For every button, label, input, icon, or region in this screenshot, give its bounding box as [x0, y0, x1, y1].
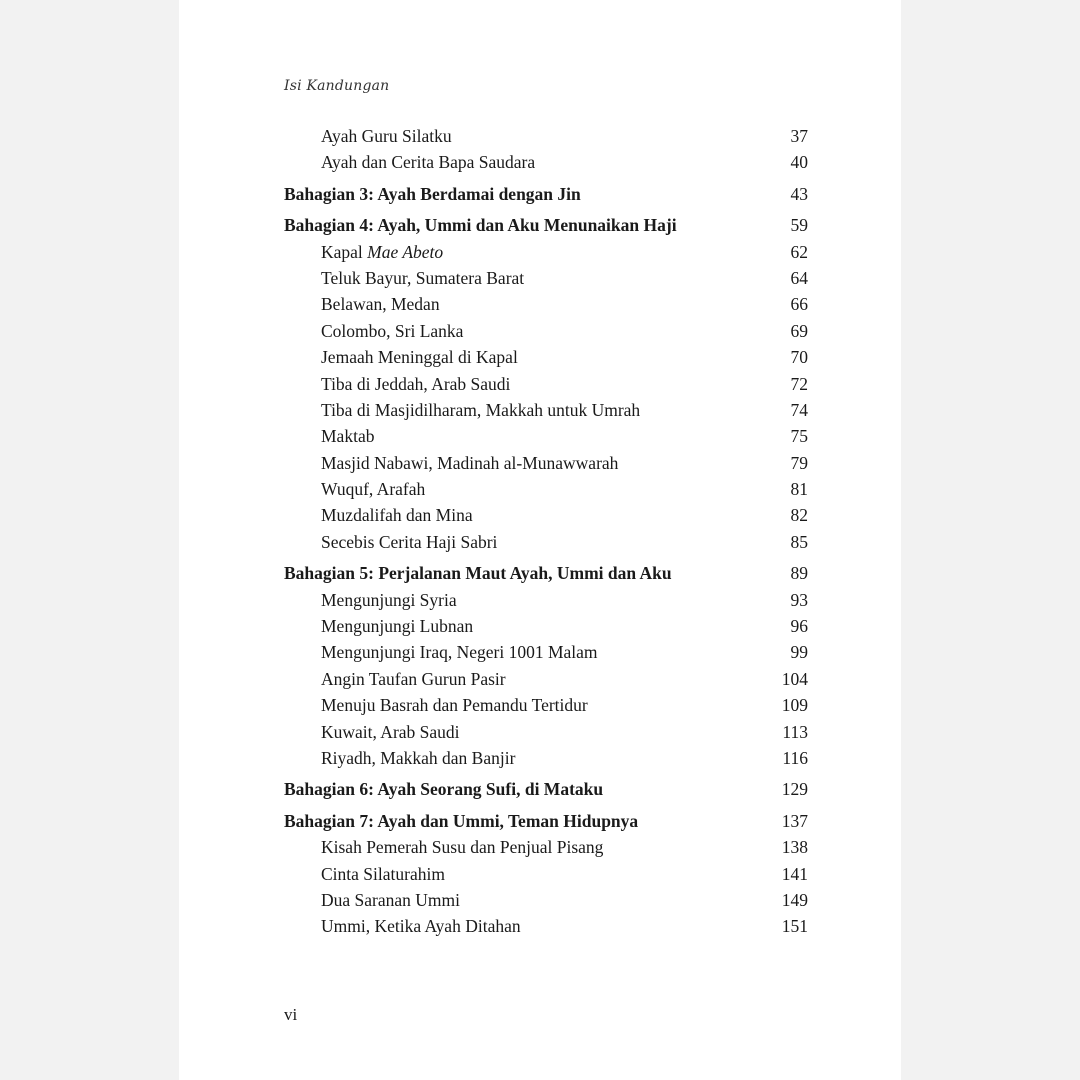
toc-entry: [284, 149, 808, 175]
toc-entry-title: [284, 563, 672, 583]
toc-entry-title: [284, 426, 374, 446]
book-page: [179, 0, 901, 1080]
toc-entry-page-number: 104: [781, 668, 808, 689]
toc-entry: [284, 887, 808, 913]
toc-entry-title-text: Colombo, Sri Lanka: [321, 320, 464, 341]
toc-entry-page-number: 69: [790, 320, 808, 341]
toc-entry-page-number: 113: [782, 721, 808, 742]
toc-entry-title: [284, 152, 535, 172]
toc-entry-title: [284, 642, 598, 662]
toc-entry: [284, 745, 808, 771]
toc-entry-title: [284, 126, 452, 146]
toc-entry-title-text: Bahagian 5: Perjalanan Maut Ayah, Ummi dan Aku: [284, 563, 672, 584]
toc-entry-title-text: Riyadh, Makkah dan Banjir: [321, 747, 516, 768]
toc-entry: [284, 371, 808, 397]
toc-entry-title: [284, 864, 445, 884]
toc-entry-title-text: Kisah Pemerah Susu dan Penjual Pisang: [321, 837, 604, 858]
toc-entry: [284, 692, 808, 718]
toc-entry-page-number: 75: [790, 426, 808, 447]
toc-entry-title: [284, 268, 524, 288]
toc-entry: [284, 861, 808, 887]
toc-entry-title: [284, 215, 677, 235]
toc-entry-page-number: 70: [790, 347, 808, 368]
toc-entry-title: [284, 695, 588, 715]
toc-entry-page-number: 129: [781, 779, 808, 800]
toc-entry-title-text: Wuquf, Arafah: [321, 479, 426, 500]
toc-entry: [284, 719, 808, 745]
toc-entry-title-text: Ummi, Ketika Ayah Ditahan: [321, 916, 521, 937]
toc-entry-title-text: Maktab: [321, 426, 375, 447]
toc-entry-title: [284, 505, 473, 525]
toc-entry: [284, 450, 808, 476]
toc-entry-page-number: 40: [790, 152, 808, 173]
toc-entry-page-number: 151: [781, 916, 808, 937]
toc-entry-page-number: 66: [790, 294, 808, 315]
toc-entry-title: [284, 347, 518, 367]
toc-entry-title: [284, 890, 460, 910]
toc-entry: [284, 265, 808, 291]
toc-entry: [284, 529, 808, 555]
toc-entry: [284, 502, 808, 528]
toc-entry: [284, 834, 808, 860]
toc-entry-title-italic: Mae Abeto: [367, 241, 444, 262]
toc-entry-title-text: Menuju Basrah dan Pemandu Tertidur: [321, 695, 588, 716]
toc-entry-title-text: Mengunjungi Syria: [321, 589, 457, 610]
toc-part-heading: [284, 212, 808, 238]
toc-entry-title-text: Jemaah Meninggal di Kapal: [321, 347, 518, 368]
toc-entry-title-text: Bahagian 3: Ayah Berdamai dengan Jin: [284, 183, 581, 204]
toc-entry: [284, 587, 808, 613]
toc-entry-title-text: Tiba di Jeddah, Arab Saudi: [321, 373, 511, 394]
toc-entry-page-number: 141: [781, 863, 808, 884]
toc-entry-title: [284, 479, 425, 499]
toc-entry-page-number: 79: [790, 452, 808, 473]
toc-entry-page-number: 85: [790, 531, 808, 552]
toc-entry-title-text: Bahagian 4: Ayah, Ummi dan Aku Menunaikan Haji: [284, 215, 677, 236]
toc-entry-title-text: Ayah dan Cerita Bapa Saudara: [321, 152, 536, 173]
toc-entry-title: [284, 590, 457, 610]
toc-entry-title-text: Secebis Cerita Haji Sabri: [321, 531, 498, 552]
toc-entry-title-text: Mengunjungi Lubnan: [321, 616, 474, 637]
toc-entry: [284, 913, 808, 939]
toc-entry-page-number: 89: [790, 563, 808, 584]
toc-entry: [284, 613, 808, 639]
toc-entry: [284, 344, 808, 370]
toc-entry-title-text: Muzdalifah dan Mina: [321, 505, 473, 526]
toc-part-heading: [284, 808, 808, 834]
toc-entry-title: [284, 532, 497, 552]
toc-entry-page-number: 81: [790, 479, 808, 500]
toc-entry-page-number: 149: [781, 889, 808, 910]
toc-entry-title-text: Belawan, Medan: [321, 294, 440, 315]
toc-entry: [284, 291, 808, 317]
toc-entry-page-number: 137: [781, 810, 808, 831]
toc-part-heading: [284, 560, 808, 586]
toc-entry-page-number: 99: [790, 642, 808, 663]
toc-entry-title: [284, 779, 603, 799]
toc-entry-page-number: 72: [790, 373, 808, 394]
toc-entry-title: [284, 184, 581, 204]
toc-entry: [284, 239, 808, 265]
toc-entry-title-text: Masjid Nabawi, Madinah al-Munawwarah: [321, 452, 619, 473]
toc-entry-title: [284, 400, 640, 420]
toc-entry-page-number: 43: [790, 183, 808, 204]
toc-entry-title-text: Tiba di Masjidilharam, Makkah untuk Umrah: [321, 399, 641, 420]
toc-entry-title-text: Bahagian 6: Ayah Seorang Sufi, di Mataku: [284, 779, 604, 800]
toc-entry-page-number: 74: [790, 399, 808, 420]
toc-entry-page-number: 59: [790, 215, 808, 236]
toc-entry-title: [284, 453, 618, 473]
toc-part-heading: [284, 776, 808, 802]
toc-entry-title: [284, 837, 603, 857]
toc-entry-page-number: 93: [790, 589, 808, 610]
toc-entry-title-text: Mengunjungi Iraq, Negeri 1001 Malam: [321, 642, 598, 663]
toc-entry-title: [284, 748, 515, 768]
toc-entry-title-text: Bahagian 7: Ayah dan Ummi, Teman Hidupnya: [284, 810, 639, 831]
toc-entry: [284, 123, 808, 149]
toc-entry: [284, 639, 808, 665]
toc-entry-title-text: Angin Taufan Gurun Pasir: [321, 668, 506, 689]
toc-entry-page-number: 109: [781, 695, 808, 716]
running-head: Isi Kandungan: [284, 78, 390, 94]
toc-entry-title: [284, 242, 443, 262]
toc-entry-page-number: 116: [782, 747, 808, 768]
toc-entry-title-text: Dua Saranan Ummi: [321, 889, 460, 910]
toc-entry-title: [284, 722, 460, 742]
toc-entry-page-number: 62: [790, 241, 808, 262]
toc-entry-page-number: 138: [781, 837, 808, 858]
toc-entry-title: [284, 916, 521, 936]
toc-entry-title: [284, 374, 510, 394]
toc-entry-title: [284, 321, 463, 341]
toc-entry: [284, 423, 808, 449]
toc-entry-page-number: 96: [790, 616, 808, 637]
toc-entry-page-number: 82: [790, 505, 808, 526]
toc-entry: [284, 476, 808, 502]
table-of-contents: [284, 123, 808, 940]
toc-entry-title: [284, 811, 638, 831]
toc-entry: [284, 666, 808, 692]
toc-entry-page-number: 37: [790, 126, 808, 146]
toc-entry-page-number: 64: [790, 267, 808, 288]
toc-entry-title-text: Teluk Bayur, Sumatera Barat: [321, 267, 525, 288]
toc-entry-title: [284, 616, 473, 636]
page-number-folio: vi: [284, 1005, 298, 1024]
toc-entry: [284, 318, 808, 344]
toc-entry-title-text: Kapal: [321, 241, 368, 262]
toc-entry-title-text: Cinta Silaturahim: [321, 863, 445, 884]
toc-entry-title: [284, 669, 506, 689]
toc-part-heading: [284, 181, 808, 207]
toc-entry-title-text: Kuwait, Arab Saudi: [321, 721, 460, 742]
toc-entry: [284, 397, 808, 423]
toc-entry-title: [284, 294, 440, 314]
toc-entry-title-text: Ayah Guru Silatku: [321, 126, 452, 146]
